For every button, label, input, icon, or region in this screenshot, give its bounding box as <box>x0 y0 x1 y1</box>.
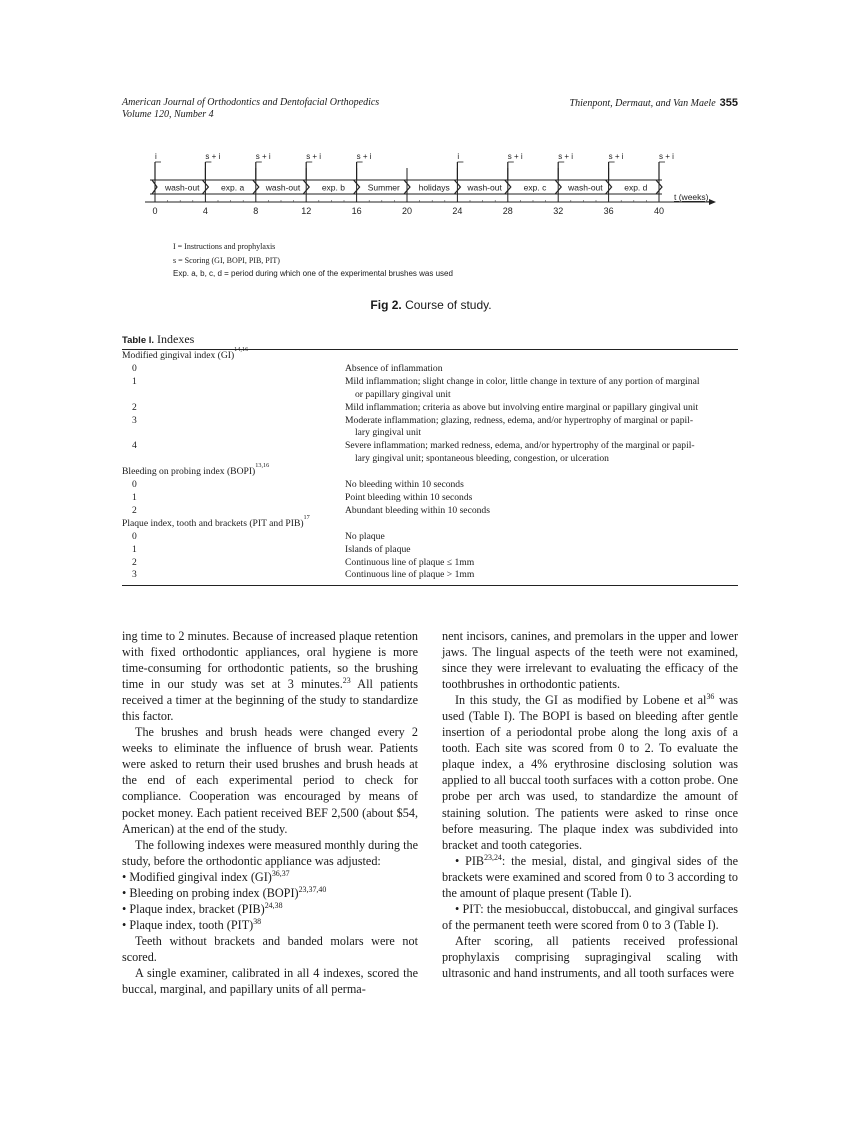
tick-label: 20 <box>401 206 413 216</box>
tick-label: 28 <box>502 206 513 216</box>
event-label: s + i <box>356 152 372 161</box>
group-name: Plaque index, tooth and brackets (PIT and PIB) <box>122 517 304 529</box>
score-code: 1 <box>132 543 137 555</box>
body-column-left <box>122 628 418 997</box>
table-row <box>122 402 738 415</box>
score-code: 1 <box>132 375 137 387</box>
table-row <box>122 505 738 518</box>
page-number: 355 <box>719 97 738 109</box>
description-text: No plaque <box>345 530 385 542</box>
table-row <box>122 492 738 505</box>
event-label: s + i <box>659 152 674 161</box>
bullet-item <box>122 885 418 901</box>
group-name: Modified gingival index (GI) <box>122 350 235 361</box>
bullet-text: • Plaque index, tooth (PIT) <box>122 917 254 932</box>
score-description <box>345 415 738 441</box>
period-label: wash-out <box>164 182 200 193</box>
score-code: 3 <box>132 414 137 426</box>
event-label: s + i <box>608 152 624 161</box>
event-label: s + i <box>205 152 221 161</box>
description-continuation: lary gingival unit; spontaneous bleeding, congestion, or ulceration <box>355 453 609 465</box>
score-code: 2 <box>132 504 137 516</box>
bullet-item <box>122 917 418 933</box>
table-label: Table I. <box>122 335 155 346</box>
timeline-graphic <box>140 150 720 225</box>
legend-item-experimental: Exp. a, b, c, d = period during which one of the experimental brushes was used <box>173 269 453 278</box>
paragraph-text: In this study, the GI as modified by Lobene et al <box>455 693 707 708</box>
bullet-text: • Plaque index, bracket (PIB) <box>122 901 265 916</box>
score-code: 2 <box>132 401 137 413</box>
description-text: Mild inflammation; slight change in color, little change in texture of any portion of marginal <box>345 375 700 387</box>
score-description <box>345 479 738 492</box>
description-text: Mild inflammation; criteria as above but involving entire marginal or papillary gingival unit <box>345 401 699 413</box>
course-of-study-timeline <box>140 150 720 225</box>
tick-label: 32 <box>553 206 564 216</box>
tick-label: 12 <box>301 206 312 216</box>
bullet-text: • Modified gingival index (GI) <box>122 869 272 884</box>
score-description <box>345 492 738 505</box>
table-row <box>122 544 738 557</box>
tick-label: 4 <box>202 206 208 216</box>
paragraph-text: was used (Table I). The BOPI is based on bleeding after gentle insertion of a periodontal probe along the long axis of a tooth. Each site was scored from 0 to 2. To evaluate the plaque index, a 4% erythrosine disclosing solution was applied to all buccal tooth surfaces with a cotton probe. One probe per arch was used, to standardize the amount of staining solution. The patients were asked to rinse once before measuring. The plaque index was subdivided into bracket and tooth categories. <box>442 693 738 852</box>
table-row <box>122 569 738 582</box>
citation: 23 <box>342 676 351 686</box>
journal-name: American Journal of Orthodontics and Dentofacial Orthopedics <box>122 97 380 108</box>
score-code: 1 <box>132 491 137 503</box>
description-text: Continuous line of plaque ≤ 1mm <box>345 556 475 568</box>
paragraph <box>442 692 738 852</box>
bullet-item <box>442 853 738 901</box>
table-row <box>122 376 738 402</box>
legend-item-scoring: s = Scoring (GI, BOPI, PIB, PIT) <box>173 255 280 265</box>
paragraph <box>122 628 418 724</box>
citation: 38 <box>253 916 262 926</box>
period-label: Summer <box>367 182 400 193</box>
citation: 13,16 <box>255 462 270 470</box>
table-group-header <box>122 346 738 363</box>
score-code: 0 <box>132 530 137 542</box>
event-label: s + i <box>255 152 271 161</box>
table-group-header <box>122 513 738 531</box>
period-label: wash-out <box>467 182 502 193</box>
paragraph: nent incisors, canines, and premolars in the upper and lower jaws. The lingual aspects of the teeth were not examined, since they were irrelevant to evaluating the efficacy of the toothbrushes in orthodontic patients. <box>442 629 738 692</box>
score-code: 3 <box>132 569 137 581</box>
bullet-item <box>122 901 418 917</box>
score-description <box>345 531 738 544</box>
table-row <box>122 440 738 466</box>
bullet-text: • PIB <box>455 853 485 868</box>
paragraph: Teeth without brackets and banded molars were not scored. <box>122 933 418 964</box>
bullet-text: • Bleeding on probing index (BOPI) <box>122 885 299 900</box>
event-label: s + i <box>306 152 322 161</box>
paragraph-text: All patients received a timer at the beginning of the study to standardize this factor. <box>122 677 418 724</box>
period-label: wash-out <box>265 182 301 193</box>
table-row <box>122 557 738 570</box>
tick-label: 40 <box>653 206 665 216</box>
group-name: Bleeding on probing index (BOPI) <box>122 466 256 478</box>
score-description <box>345 440 738 466</box>
score-description <box>345 376 738 402</box>
citation: 14,16 <box>234 346 249 353</box>
citation: 23,24 <box>484 852 502 862</box>
bullet-item <box>122 869 418 885</box>
axis-label: t (weeks) <box>674 192 709 202</box>
paragraph-text: ing time to 2 minutes. Because of increased plaque retention with fixed orthodontic appliances, oral hygiene is more time-consuming for orthodontic patients, so the brushing time in our study was set at 3 minutes. <box>122 629 418 692</box>
axis-arrow-icon <box>709 199 716 205</box>
indexes-table <box>122 346 738 586</box>
paragraph: The brushes and brush heads were changed every 2 weeks to eliminate the influence of brush wear. Patients were asked to return their used brushes and brush heads at the end of each experimental period to check for compliance. Cooperation was encouraged by means of pocket money. Each patient received BEF 2,500 (about $54, American) at the end of the study. <box>122 725 418 836</box>
score-description <box>345 557 738 570</box>
score-description <box>345 505 738 518</box>
table-title <box>122 332 194 347</box>
score-description <box>345 363 738 376</box>
tick-label: 0 <box>152 206 158 216</box>
table-group-header <box>122 462 738 479</box>
event-label: i <box>457 152 460 161</box>
score-code: 4 <box>132 440 137 452</box>
period-label: exp. b <box>321 182 345 193</box>
description-text: Islands of plaque <box>345 543 411 555</box>
table-row <box>122 415 738 441</box>
figure-legend <box>173 240 453 281</box>
paragraph: After scoring, all patients received professional prophylaxis comprising supragingival scaling with ultrasonic and hand instruments, and all tooth surfaces were <box>442 933 738 980</box>
bullet-text: : the mesial, distal, and gingival sides of the brackets were examined and scored from 0 to 3 according to the amount of plaque present (Table I). <box>442 853 739 900</box>
citation: 17 <box>303 513 310 521</box>
score-code: 0 <box>132 362 137 374</box>
event-label: i <box>155 152 157 161</box>
paragraph: The following indexes were measured monthly during the study, before the orthodontic appliance was adjusted: <box>122 837 418 868</box>
tick-label: 16 <box>351 206 362 216</box>
tick-label: 24 <box>452 206 463 216</box>
figure-caption-text: Course of study. <box>401 298 492 312</box>
author-line <box>570 97 738 110</box>
citation: 36,37 <box>271 868 290 878</box>
description-text: Absence of inflammation <box>345 362 443 374</box>
figure-caption <box>0 298 862 312</box>
authors: Thienpont, Dermaut, and Van Maele <box>569 98 716 109</box>
period-label: wash-out <box>568 182 603 193</box>
period-label: exp. a <box>221 182 245 193</box>
description-text: Severe inflammation; marked redness, edema, and/or hypertrophy of the marginal or papil- <box>345 440 695 452</box>
score-code: 0 <box>132 479 137 491</box>
tick-label: 8 <box>253 206 259 216</box>
table-row <box>122 479 738 492</box>
body-column-right <box>442 628 738 981</box>
description-continuation: or papillary gingival unit <box>355 388 451 400</box>
table-row <box>122 363 738 376</box>
score-description <box>345 402 738 415</box>
bullet-item: • PIT: the mesiobuccal, distobuccal, and gingival surfaces of the permanent teeth were scored from 0 to 3 (Table I). <box>442 901 738 932</box>
citation: 23,37,40 <box>298 884 327 894</box>
paragraph: A single examiner, calibrated in all 4 indexes, scored the buccal, marginal, and papillary units of all perma- <box>122 965 418 997</box>
period-label: exp. d <box>624 182 648 193</box>
description-text: No bleeding within 10 seconds <box>345 479 464 491</box>
description-text: Continuous line of plaque > 1mm <box>345 569 475 581</box>
citation: 24,38 <box>264 900 283 910</box>
score-description <box>345 569 738 582</box>
description-text: Abundant bleeding within 10 seconds <box>345 504 490 516</box>
event-label: s + i <box>558 152 574 161</box>
tick-label: 36 <box>603 206 614 216</box>
event-label: s + i <box>507 152 523 161</box>
table-row <box>122 531 738 544</box>
description-text: Moderate inflammation; glazing, redness, edema, and/or hypertrophy of marginal or papil- <box>345 414 694 426</box>
journal-volume: Volume 120, Number 4 <box>122 109 214 120</box>
period-label: exp. c <box>523 182 547 193</box>
journal-info <box>122 97 379 121</box>
score-code: 2 <box>132 556 137 568</box>
description-continuation: lary gingival unit <box>355 427 422 439</box>
table-name: Indexes <box>154 332 195 346</box>
period-label: holidays <box>418 182 450 193</box>
legend-item-instructions: I = Instructions and prophylaxis <box>173 242 276 251</box>
figure-caption-label: Fig 2. <box>370 298 402 312</box>
description-text: Point bleeding within 10 seconds <box>345 491 473 503</box>
citation: 36 <box>706 692 715 702</box>
score-description <box>345 544 738 557</box>
